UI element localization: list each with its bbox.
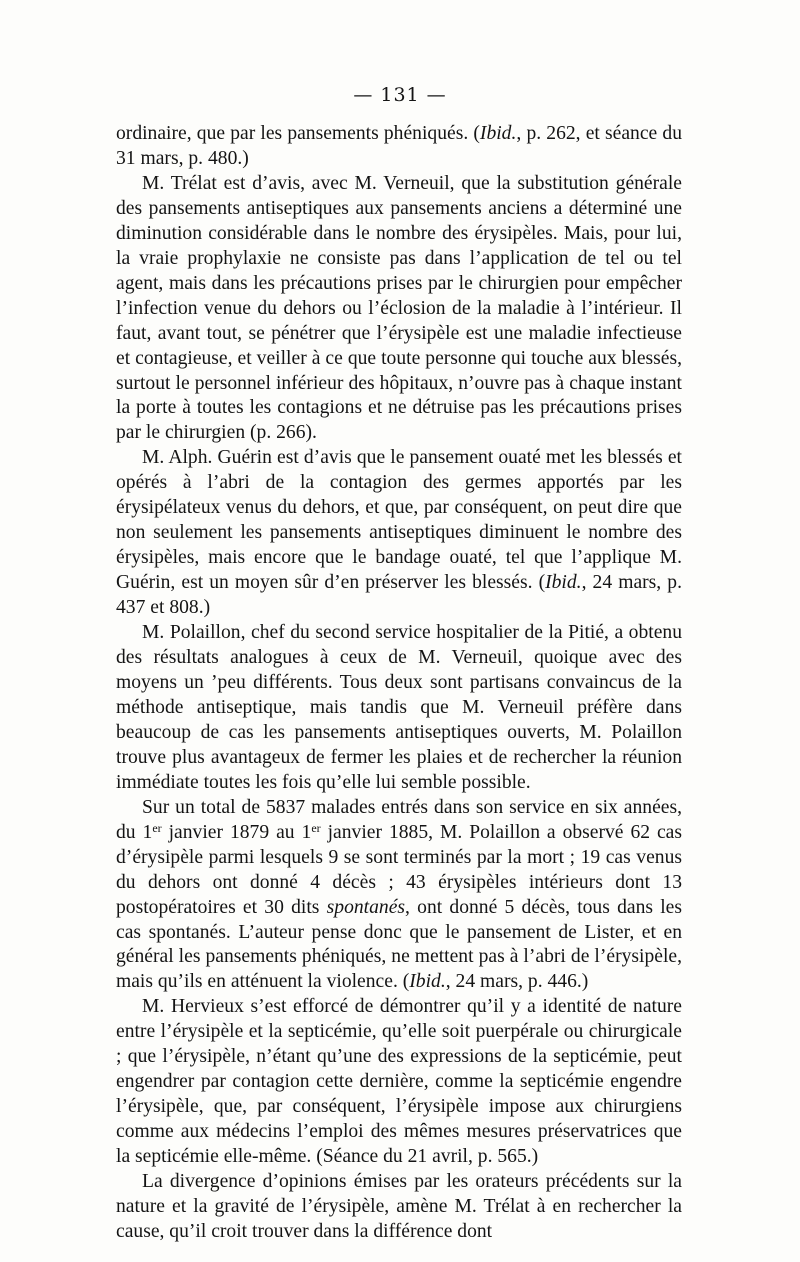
text-run: M. Hervieux s’est efforcé de démontrer qu’il y a identité de nature entre l’érysipèle et la septicémie, qu’elle soit puerpérale ou chirurgicale ; que l’érysipèle, n’étant qu’une des expressions de la septicémie, peut engendrer par contagion cette dernière, comme la septicémie engendre l’érysipèle, que, par conséquent, l’érysipèle impose aux chirurgiens comme aux médecins l’emploi des mêmes mesures préservatrices que la septicémie elle-même. (Séance du 21 avril, p. 565.) <box>116 996 682 1168</box>
text-run: M. Alph. Guérin est d’avis que le pansement ouaté met les blessés et opérés à l’abri de la contagion des germes apportés par les érysipélateux venus du dehors, et que, par conséquent, on peut dire que non seulement les pansements antiseptiques diminuent le nombre des érysipèles, mais encore que le bandage ouaté, tel que l’applique M. Guérin, est un moyen sûr d’en préserver les blessés. ( <box>116 447 682 594</box>
text-run: janvier 1879 au 1 <box>161 821 312 843</box>
text-run: , 24 mars, p. 446.) <box>445 971 589 993</box>
superscript-text: er <box>311 820 321 835</box>
text-run: ordinaire, que par les pansements phéniqués. ( <box>116 123 480 144</box>
italic-text: Ibid. <box>545 572 582 594</box>
text-run: M. Polaillon, chef du second service hospitalier de la Pitié, a obtenu des résultats analogues à ceux de M. Verneuil, quoique avec des moyens un ’peu différents. Tous deux sont partisans convaincus de la méthode antiseptique, mais tandis que M. Verneuil préfère dans beaucoup de cas les pansements antiseptiques ouverts, M. Polaillon trouve plus avantageux de fermer les plaies et de rechercher la réunion immédiate toutes les fois qu’elle lui semble possible. <box>116 622 682 793</box>
superscript-text: er <box>152 820 162 835</box>
paragraph-divergence <box>116 1170 682 1245</box>
italic-text: Ibid. <box>409 971 446 993</box>
text-run: , ont donné 5 décès, tous dans les cas spontanés. L’auteur pense donc que le pansement de Lister, et en général les pansements phéniqués, ne mettent pas à l’abri de l’érysipèle, mais qu’ils en atténuent la violence. ( <box>116 896 682 993</box>
paragraph-trelat <box>116 172 682 446</box>
paragraph-continuation <box>116 122 682 172</box>
text-run: La divergence d’opinions émises par les orateurs précédents sur la nature et la gravité de l’érysipèle, amène M. Trélat à en rechercher la cause, qu’il croit trouver dans la différence dont <box>116 1171 682 1242</box>
italic-text: Ibid. <box>479 123 517 144</box>
paragraph-hervieux <box>116 995 682 1170</box>
text-run: M. Trélat est d’avis, avec M. Verneuil, que la substitution générale des pansements antiseptiques aux pansements anciens a déterminé une diminution considérable dans le nombre des érysipèles. Mais, pour lui, la vraie prophylaxie ne consiste pas dans l’application de tel ou tel agent, mais dans les précautions prises par le chirurgien pour empêcher l’infection venue du dehors ou l’éclosion de la maladie à l’intérieur. Il faut, avant tout, se pénétrer que l’érysipèle est une maladie infectieuse et contagieuse, et veiller à ce que toute personne qui touche aux blessés, surtout le personnel inférieur des hôpitaux, n’ouvre pas à chaque instant la porte à toutes les contagions et ne détruise pas les précautions prises par le chirurgien (p. 266). <box>116 172 682 444</box>
paragraph-statistics <box>116 796 682 996</box>
text-run: Sur un total de 5837 malades entrés dans son service en six années, du 1 <box>116 796 682 843</box>
page-number: — 131 — <box>353 84 447 106</box>
italic-text: spontanés <box>326 896 406 918</box>
text-run: janvier 1885, M. Polaillon a observé 62 cas d’érysipèle parmi lesquels 9 se sont terminés par la mort ; 19 cas venus du dehors ont donné 4 décès ; 43 érysipèles intérieurs dont 13 postopératoires et 30 dits <box>116 821 682 918</box>
paragraph-guerin <box>116 446 682 621</box>
text-run: , 24 mars, p. 437 et 808.) <box>116 572 682 619</box>
text-run: , p. 262, et séance du 31 mars, p. 480.) <box>116 123 682 169</box>
body-text <box>116 122 682 1245</box>
paragraph-polaillon <box>116 621 682 796</box>
